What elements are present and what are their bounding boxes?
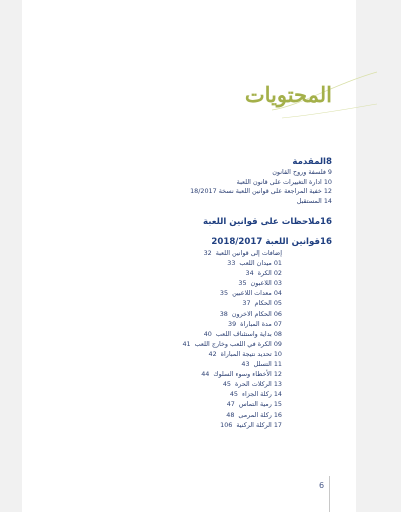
toc-page-number: 45 xyxy=(229,390,238,399)
toc-law-label: 16 ركلة المرمى xyxy=(238,410,282,419)
toc-law-label: 13 الركلات الحرة xyxy=(234,380,282,389)
toc-law-label: 03 اللاعبون xyxy=(250,279,282,288)
toc-page-number: 106 xyxy=(220,420,233,429)
toc-law-item[interactable] xyxy=(102,298,332,308)
footer-divider xyxy=(329,476,330,512)
toc-law-label: 12 الأخطاء وسوء السلوك xyxy=(213,370,282,379)
toc-law-label: 15 رمية التماس xyxy=(238,400,282,409)
toc-section-laws[interactable]: 16قوانين اللعبة 2018/2017 xyxy=(211,237,332,247)
toc-law-item[interactable] xyxy=(102,379,332,389)
toc-law-item[interactable] xyxy=(102,288,332,298)
toc-page-number: 42 xyxy=(208,349,217,358)
toc-item[interactable]: 9 فلسفة وروح القانون xyxy=(272,168,332,176)
toc-page-number: 35 xyxy=(219,289,229,298)
toc-law-label: 04 معدات اللاعبين xyxy=(232,289,282,298)
toc-law-item[interactable] xyxy=(102,399,332,409)
toc-law-item[interactable] xyxy=(102,420,332,430)
toc-law-label: 01 ميدان اللعب xyxy=(239,259,282,268)
toc-law-item[interactable] xyxy=(102,248,332,258)
toc-page-number: 40 xyxy=(203,329,212,338)
toc-law-label: 17 الركلة الركنية xyxy=(236,420,282,429)
toc-law-item[interactable] xyxy=(102,339,332,349)
toc-law-label: 14 ركلة الجزاء xyxy=(241,390,282,399)
toc-page-number: 44 xyxy=(201,370,210,379)
toc-law-label: 10 تحديد نتيجة المباراة xyxy=(220,349,282,358)
toc-law-item[interactable] xyxy=(102,410,332,420)
toc-law-item[interactable] xyxy=(102,369,332,379)
page-title: المحتويات xyxy=(244,82,332,107)
toc-law-label: 09 الكرة في اللعب وخارج اللعب xyxy=(194,339,282,348)
toc-section-intro[interactable]: 8المقدمة xyxy=(292,157,332,167)
toc-page-number: 37 xyxy=(242,299,251,308)
toc-law-item[interactable] xyxy=(102,329,332,339)
toc-law-item[interactable] xyxy=(102,349,332,359)
toc-page-number: 45 xyxy=(222,380,231,389)
toc-item[interactable]: 12 خفية المراجعة على قوانين اللعبة نسخة 18/2017 xyxy=(190,187,332,195)
toc-law-label: 02 الكرة xyxy=(257,269,282,278)
toc-item[interactable]: 10 ادارة التغييرات على قانون اللعبة xyxy=(236,177,332,186)
toc-page-number: 39 xyxy=(228,319,237,328)
toc-law-item[interactable] xyxy=(102,278,332,288)
toc-law-item[interactable] xyxy=(102,359,332,369)
toc-law-label: 07 مدة المباراة xyxy=(240,319,282,328)
toc-page-number: 32 xyxy=(203,249,212,257)
toc-page-number: 41 xyxy=(182,339,191,348)
toc-page-number: 43 xyxy=(241,360,250,369)
toc-law-label: 08 بداية واستئناف اللعب xyxy=(215,329,282,338)
toc-section-notes[interactable]: 16ملاحظات على قوانين اللعبة xyxy=(203,217,332,227)
toc-law-item[interactable] xyxy=(102,309,332,319)
toc-page-number: 47 xyxy=(226,400,235,409)
document-page xyxy=(22,0,356,512)
toc-law-label: 11 التسلل xyxy=(253,360,282,369)
toc-law-item[interactable] xyxy=(102,319,332,329)
toc-page-number: 38 xyxy=(219,309,228,318)
toc-page-number: 35 xyxy=(238,279,247,288)
toc-page-number: 33 xyxy=(227,259,236,268)
toc-page-number: 34 xyxy=(245,269,254,278)
laws-list xyxy=(102,248,332,430)
toc-item[interactable]: 14 المستقبل xyxy=(296,196,332,205)
table-of-contents xyxy=(102,156,332,430)
toc-law-item[interactable] xyxy=(102,389,332,399)
toc-law-item[interactable] xyxy=(102,258,332,268)
toc-law-label: إضافات إلى قوانين اللعبة xyxy=(215,249,282,257)
toc-page-number: 48 xyxy=(226,410,235,419)
page-number: 6 xyxy=(319,481,325,490)
toc-law-label: 06 الحكام الاخرون xyxy=(231,309,282,318)
toc-law-label: 05 الحكام xyxy=(254,299,282,308)
toc-law-item[interactable] xyxy=(102,268,332,278)
